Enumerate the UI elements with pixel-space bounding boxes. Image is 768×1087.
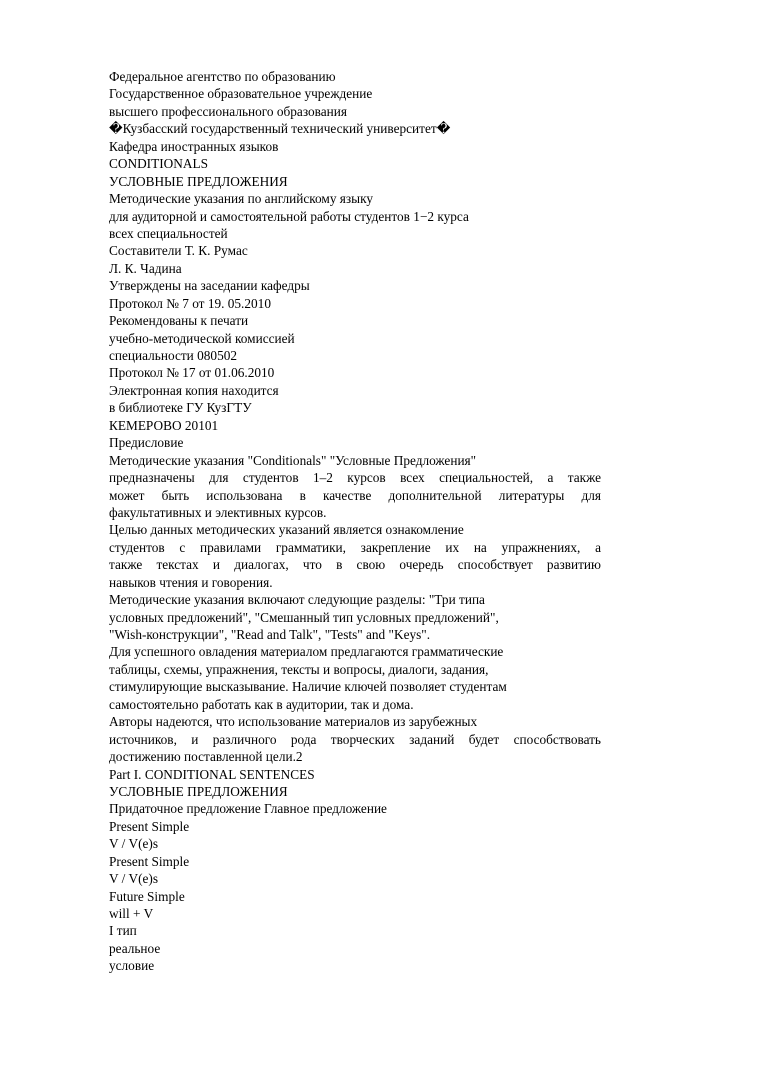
text-line: условных предложений", "Смешанный тип условных предложений", [109, 609, 499, 625]
text-line: специальности 080502 [109, 348, 238, 363]
text-line: Рекомендованы к печати [109, 313, 249, 329]
text-line: может быть использована в качестве дополнительной литературы для [109, 487, 601, 503]
text-line: Федеральное агентство по образованию [109, 69, 336, 84]
text-line: Составители Т. К. Румас [109, 243, 248, 259]
text-line: Целью данных методических указаний является ознакомление [109, 522, 464, 538]
text-line: навыков чтения и говорения. [109, 574, 273, 590]
text-line: в библиотеке ГУ КузГТУ [109, 400, 252, 416]
text-line: УСЛОВНЫЕ ПРЕДЛОЖЕНИЯ [109, 783, 288, 799]
text-line: Part I. CONDITIONAL SENTENCES [109, 766, 315, 782]
text-line: факультативных и элективных курсов. [109, 504, 327, 520]
text-line: Электронная копия находится [109, 382, 279, 398]
text-line: Present Simple [109, 853, 190, 869]
text-line: всех специальностей [109, 225, 228, 241]
university-line [109, 120, 669, 137]
text-line: I тип [109, 923, 137, 939]
text-line: will + V [109, 906, 154, 921]
text-line: учебно-методической комиссией [109, 330, 295, 346]
text-line: Для успешного овладения материалом предлагаются грамматические [109, 644, 504, 660]
text-line: источников, и различного рода творческих заданий будет способствовать [109, 731, 601, 747]
text-line: V / V(e)s [109, 871, 158, 887]
text-line: Протокол № 17 от 01.06.2010 [109, 365, 275, 381]
text-line: Придаточное предложение Главное предложение [109, 801, 387, 817]
text-line: условие [109, 958, 155, 974]
text-line: УСЛОВНЫЕ ПРЕДЛОЖЕНИЯ [109, 173, 288, 189]
text-line: предназначены для студентов 1–2 курсов всех специальностей, а также [109, 470, 601, 486]
text-line: Протокол № 7 от 19. 05.2010 [109, 295, 271, 311]
text-line: Future Simple [109, 888, 185, 904]
text-line: реальное [109, 940, 161, 956]
text-line: Present Simple [109, 818, 190, 834]
text-line: CONDITIONALS [109, 156, 208, 172]
text-line: КЕМЕРОВО 20101 [109, 417, 219, 433]
university-name: Кузбасский государственный технический университет [122, 121, 437, 137]
text-line: Авторы надеются, что использование материалов из зарубежных [109, 714, 478, 730]
text-line: Предисловие [109, 435, 184, 451]
text-line: Методические указания по английскому языку [109, 191, 374, 207]
text-line: также текстах и диалогах, что в свою очередь способствует развитию [109, 557, 601, 573]
text-line: Государственное образовательное учреждение [109, 86, 373, 102]
text-line: Кафедра иностранных языков [109, 138, 279, 154]
text-line: высшего профессионального образования [109, 103, 348, 119]
text-line: V / V(e)s [109, 836, 158, 852]
text-line: Методические указания включают следующие разделы: "Три типа [109, 592, 485, 608]
text-line: студентов с правилами грамматики, закрепление их на упражнениях, а [109, 539, 601, 555]
text-line: достижению поставленной цели.2 [109, 749, 303, 765]
missing-glyph-icon: � [109, 121, 123, 137]
text-line: самостоятельно работать как в аудитории, так и дома. [109, 696, 414, 712]
text-line: для аудиторной и самостоятельной работы студентов 1−2 курса [109, 208, 469, 224]
text-line: Л. К. Чадина [109, 260, 182, 276]
text-line: "Wish-конструкции", "Read and Talk", "Tests" and "Keys". [109, 627, 431, 642]
text-line: Методические указания "Conditionals" "Условные Предложения" [109, 452, 477, 468]
text-line: Утверждены на заседании кафедры [109, 278, 310, 294]
text-line: стимулирующие высказывание. Наличие ключей позволяет студентам [109, 679, 507, 695]
text-line: таблицы, схемы, упражнения, тексты и вопросы, диалоги, задания, [109, 661, 489, 677]
missing-glyph-icon: � [436, 121, 451, 137]
document-page [109, 68, 669, 975]
